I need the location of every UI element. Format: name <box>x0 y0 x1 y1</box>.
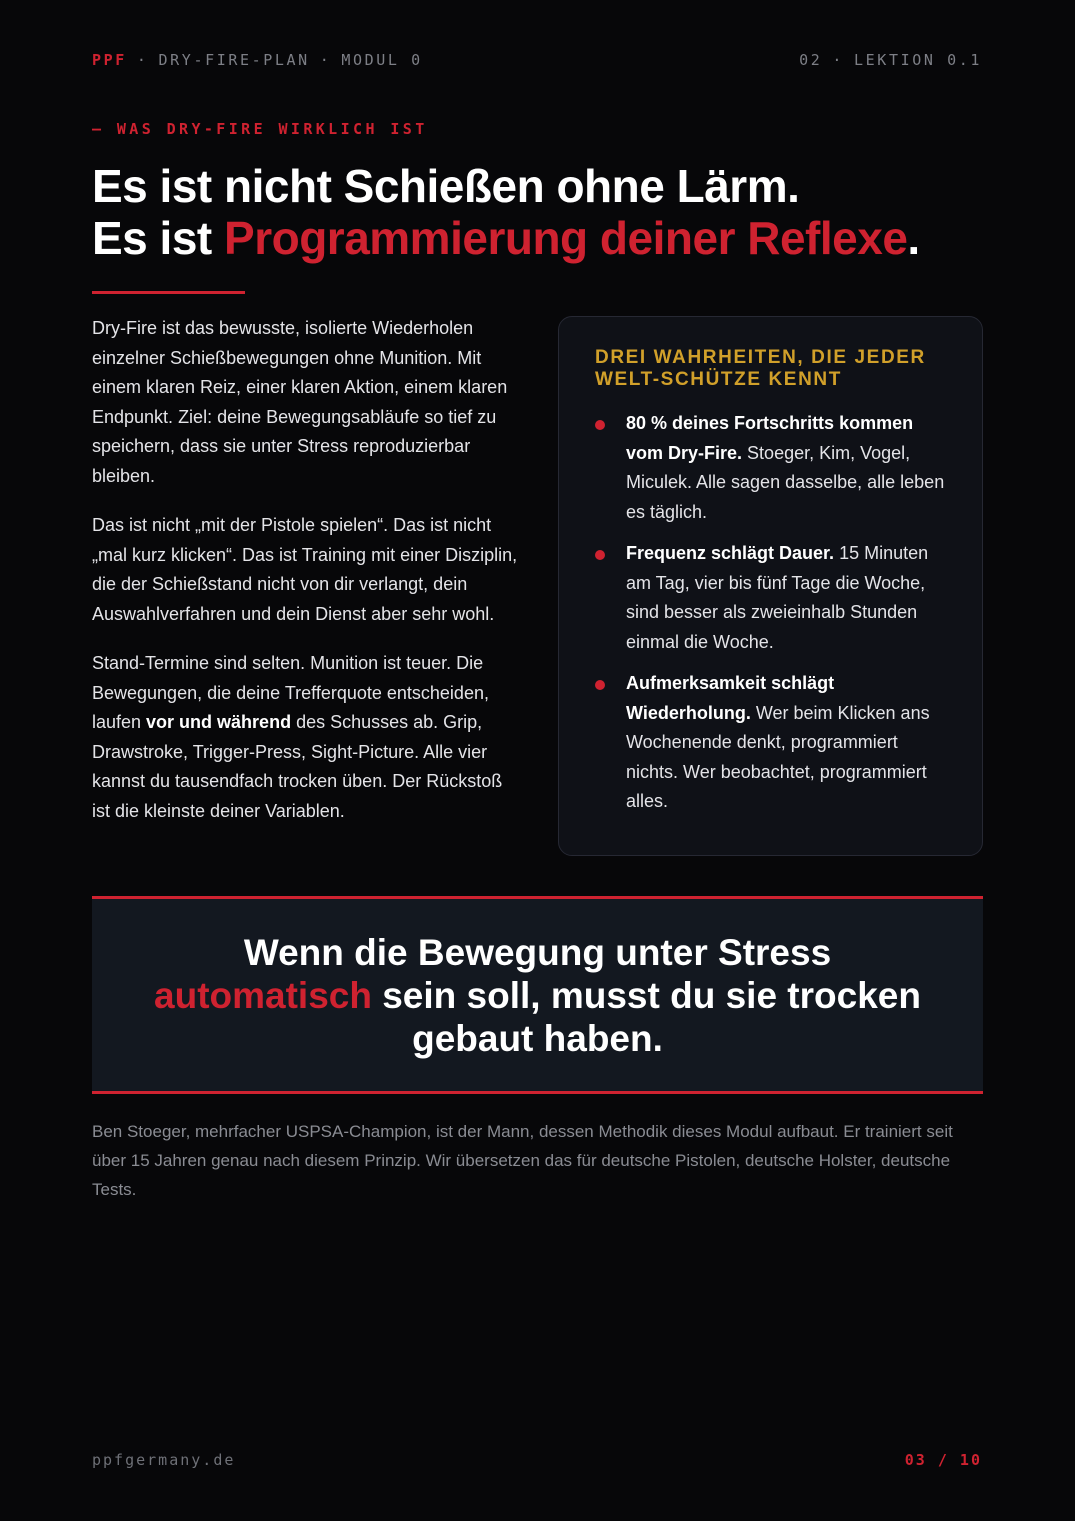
page-footer <box>92 1450 982 1470</box>
body-paragraph-3-start: Stand-Termine sind selten. Munition ist teuer. Die Bewegungen, die deine Trefferquote entscheiden, laufen <box>92 653 489 732</box>
body-text <box>92 314 522 846</box>
title-highlight: Programmierung deiner Reflexe <box>224 212 908 264</box>
page-number: 03 / 10 <box>904 1451 982 1469</box>
pull-quote <box>92 896 983 1094</box>
page-header <box>92 50 982 70</box>
breadcrumb-separator: · <box>136 51 149 69</box>
truth-item <box>595 669 946 817</box>
bullet-dot-icon <box>595 680 605 690</box>
pull-quote-highlight: automatisch <box>154 974 372 1016</box>
body-paragraph-3-end: des Schusses ab. Grip, Drawstroke, Trigger-Press, Sight-Picture. Alle vier kannst du tausendfach trocken üben. Der Rückstoß ist die kleinste deiner Variablen. <box>92 712 503 821</box>
body-paragraph-1: Dry-Fire ist das bewusste, isolierte Wiederholen einzelner Schießbewegungen ohne Munition. Mit einem klaren Reiz, einer klaren Aktion, einem klaren Endpunkt. Ziel: deine Bewegungsabläufe so tief zu speichern, dass sie unter Stress reproduzierbar bleiben. <box>92 318 508 486</box>
footnote: Ben Stoeger, mehrfacher USPSA-Champion, ist der Mann, dessen Methodik dieses Modul aufbaut. Er trainiert seit über 15 Jahren genau nach diesem Prinzip. Wir übersetzen das für deutsche Pistolen, deutsche Holster, deutsche Tests. <box>92 1122 953 1199</box>
footer-site-link[interactable]: ppfgermany.de <box>92 1451 236 1469</box>
pull-quote-line-2: sein soll, musst du sie trocken gebaut haben. <box>371 974 921 1059</box>
section-eyebrow: — WAS DRY-FIRE WIRKLICH IST <box>92 120 428 138</box>
truth-item-bold: Aufmerksamkeit schlägt Wiederholung. <box>626 673 835 723</box>
truths-card-title: DREI WAHRHEITEN, DIE JEDER WELT-SCHÜTZE KENNT <box>595 347 926 390</box>
lesson-indicator <box>799 51 982 69</box>
body-paragraph-3-bold: vor und während <box>146 712 292 732</box>
bullet-dot-icon <box>595 420 605 430</box>
page-title <box>92 160 992 264</box>
body-paragraph-3 <box>92 649 522 826</box>
pull-quote-line-1: Wenn die Bewegung unter Stress <box>243 931 832 973</box>
truths-card <box>558 316 983 856</box>
truth-item-text: Wer beim Klicken ans Wochenende denkt, programmiert nichts. Wer beobachtet, programmiert alles. <box>626 702 930 811</box>
title-line-2-suffix: . <box>907 212 920 264</box>
title-line-2-prefix: Es ist <box>92 212 225 264</box>
breadcrumb-separator: · <box>319 51 332 69</box>
truth-item-bold: 80 % deines Fortschritts kommen vom Dry-Fire. <box>626 413 914 463</box>
lesson-separator: · <box>832 51 845 69</box>
breadcrumb-plan: DRY-FIRE-PLAN <box>158 51 310 69</box>
breadcrumb <box>92 51 423 69</box>
lesson-label: LEKTION 0.1 <box>854 51 982 69</box>
body-paragraph-2: Das ist nicht „mit der Pistole spielen“. Das ist nicht „mal kurz klicken“. Das ist Training mit einer Disziplin, die der Schießstand nicht von dir verlangt, dein Auswahlverfahren und dein Dienst aber sehr wohl. <box>92 515 518 624</box>
bullet-dot-icon <box>595 550 605 560</box>
truth-item-bold: Frequenz schlägt Dauer. <box>626 543 835 563</box>
lesson-number: 02 <box>799 51 823 69</box>
title-line-1: Es ist nicht Schießen ohne Lärm. <box>92 160 800 212</box>
title-divider <box>92 291 245 294</box>
truth-item <box>595 409 946 527</box>
brand-label: PPF <box>92 51 127 69</box>
truth-item-text: 15 Minuten am Tag, vier bis fünf Tage die Woche, sind besser als zweieinhalb Stunden einmal die Woche. <box>626 543 929 652</box>
truth-item-text: Stoeger, Kim, Vogel, Miculek. Alle sagen dasselbe, alle leben es täglich. <box>626 442 945 522</box>
pull-quote-text <box>152 931 923 1060</box>
breadcrumb-module: MODUL 0 <box>341 51 423 69</box>
truth-item <box>595 539 946 657</box>
